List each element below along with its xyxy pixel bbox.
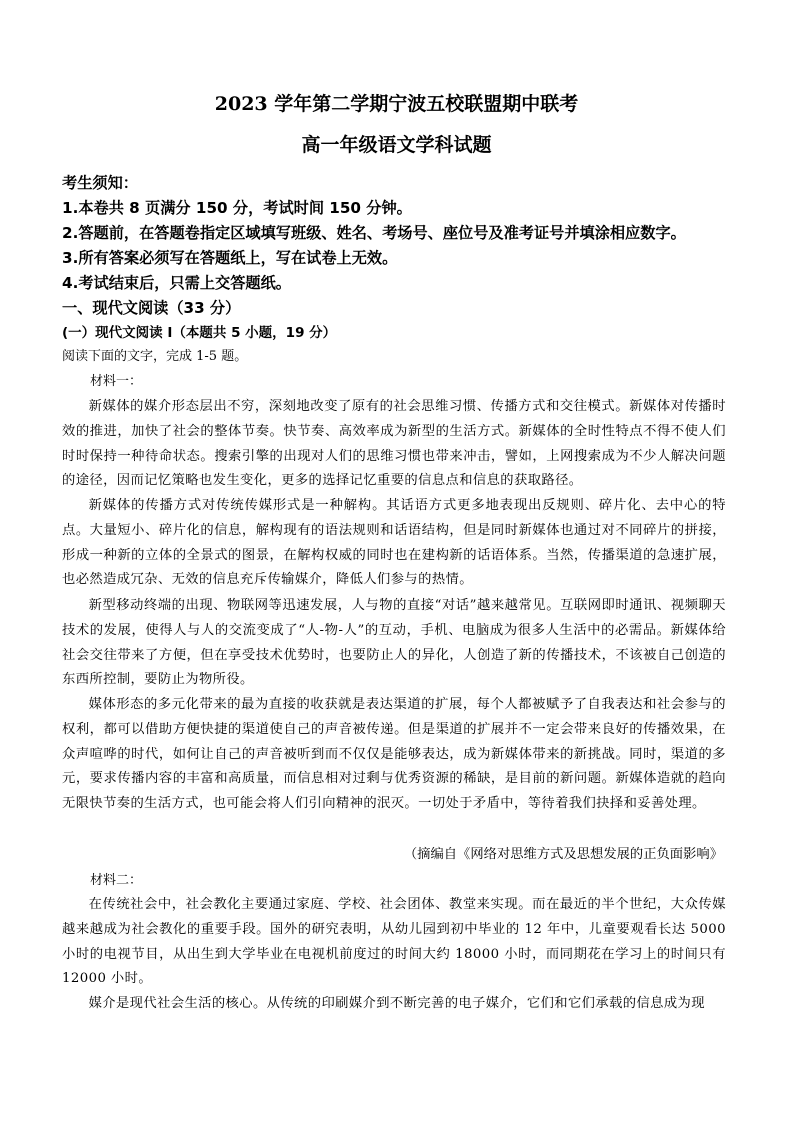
material-one-paragraph: 媒体形态的多元化带来的最为直接的收获就是表达渠道的扩展，每个人都被赋予了自我表达和社会参与的权利，都可以借助方便快捷的渠道使自己的声音被传递。但是渠道的扩展并不一定会带来良好的传播效果，在众声喧哗的时代，如何让自己的声音被听到而不仅仅是能够表达，成为新媒体带来的新挑战。同时，渠道的多元，要求传播内容的丰富和高质量，而信息相对过剩与优秀资源的稀缺，是目前的新问题。新媒体造就的趋向无限快节奏的生活方式，也可能会将人们引向精神的泯灭。一切处于矛盾中，等待着我们抉择和妥善处理。	[62, 697, 726, 812]
material-one-paragraph: 新型移动终端的出现、物联网等迅速发展，人与物的直接“对话”越来越常见。互联网即时通讯、视频聊天技术的发展，使得人与人的交流变成了“人-物-人”的互动，手机、电脑成为很多人生活中的必需品。新媒体给社会交往带来了方便，但在享受技术优势时，也要防止人的异化，人创造了新的传播技术，不该被自己创造的东西所控制，要防止为物所役。	[62, 598, 726, 688]
section-heading: 一、现代文阅读（33 分）	[62, 299, 241, 317]
material-one-paragraph: 新媒体的媒介形态层出不穷，深刻地改变了原有的社会思维习惯、传播方式和交往模式。新媒体对传播时效的推进，加快了社会的整体节奏。快节奏、高效率成为新型的生活方式。新媒体的全时性特点不得不使人们时时保持一种待命状态。搜索引擎的出现对人们的思维习惯也带来冲击，譬如，上网搜索成为不少人解决问题的途径，因而记忆策略也发生变化，更多的选择记忆重要的信息点和信息的获取路径。	[62, 399, 726, 489]
notice-item: 3.所有答案必须写在答题纸上，写在试卷上无效。	[62, 249, 398, 267]
material-two-paragraph: 媒介是现代社会生活的核心。从传统的印刷媒介到不断完善的电子媒介，它们和它们承载的信息成为现	[88, 996, 705, 1011]
exam-title: 2023 学年第二学期宁波五校联盟期中联考	[214, 93, 579, 115]
material-two-paragraph: 在传统社会中，社会教化主要通过家庭、学校、社会团体、教堂来实现。而在最近的半个世纪，大众传媒越来越成为社会教化的重要手段。国外的研究表明，从幼儿园到初中毕业的 12 年中，儿童要观看长达 5000 小时的电视节目，从出生到大学毕业在电视机前度过的时间大约 18000 小时，而同期花在学习上的时间只有 12000 小时。	[62, 897, 726, 987]
material-one-label: 材料一：	[90, 374, 143, 389]
notice-heading: 考生须知：	[62, 174, 138, 192]
notice-item: 2.答题前，在答题卷指定区域填写班级、姓名、考场号、座位号及准考证号并填涂相应数字。	[62, 224, 686, 242]
source-citation: （摘编自《网络对思维方式及思想发展的正负面影响》	[403, 847, 723, 862]
notice-item: 1.本卷共 8 页满分 150 分，考试时间 150 分钟。	[62, 199, 412, 217]
material-one-paragraph: 新媒体的传播方式对传统传媒形式是一种解构。其话语方式更多地表现出反规则、碎片化、去中心的特点。大量短小、碎片化的信息，解构现有的语法规则和话语结构，但是同时新媒体也通过对不同碎片的拼接，形成一种新的立体的全景式的图景，在解构权威的同时也在建构新的话语体系。当然，传播渠道的急速扩展，也必然造成冗杂、无效的信息充斥传输媒介，降低人们参与的热情。	[62, 498, 726, 588]
material-two-label: 材料二：	[90, 873, 143, 888]
reading-instruction: 阅读下面的文字，完成 1-5 题。	[62, 349, 248, 364]
subsection-heading: (一）现代文阅读 I（本题共 5 小题，19 分）	[62, 325, 337, 341]
exam-subtitle: 高一年级语文学科试题	[301, 134, 492, 156]
notice-item: 4.考试结束后，只需上交答题纸。	[62, 274, 291, 292]
